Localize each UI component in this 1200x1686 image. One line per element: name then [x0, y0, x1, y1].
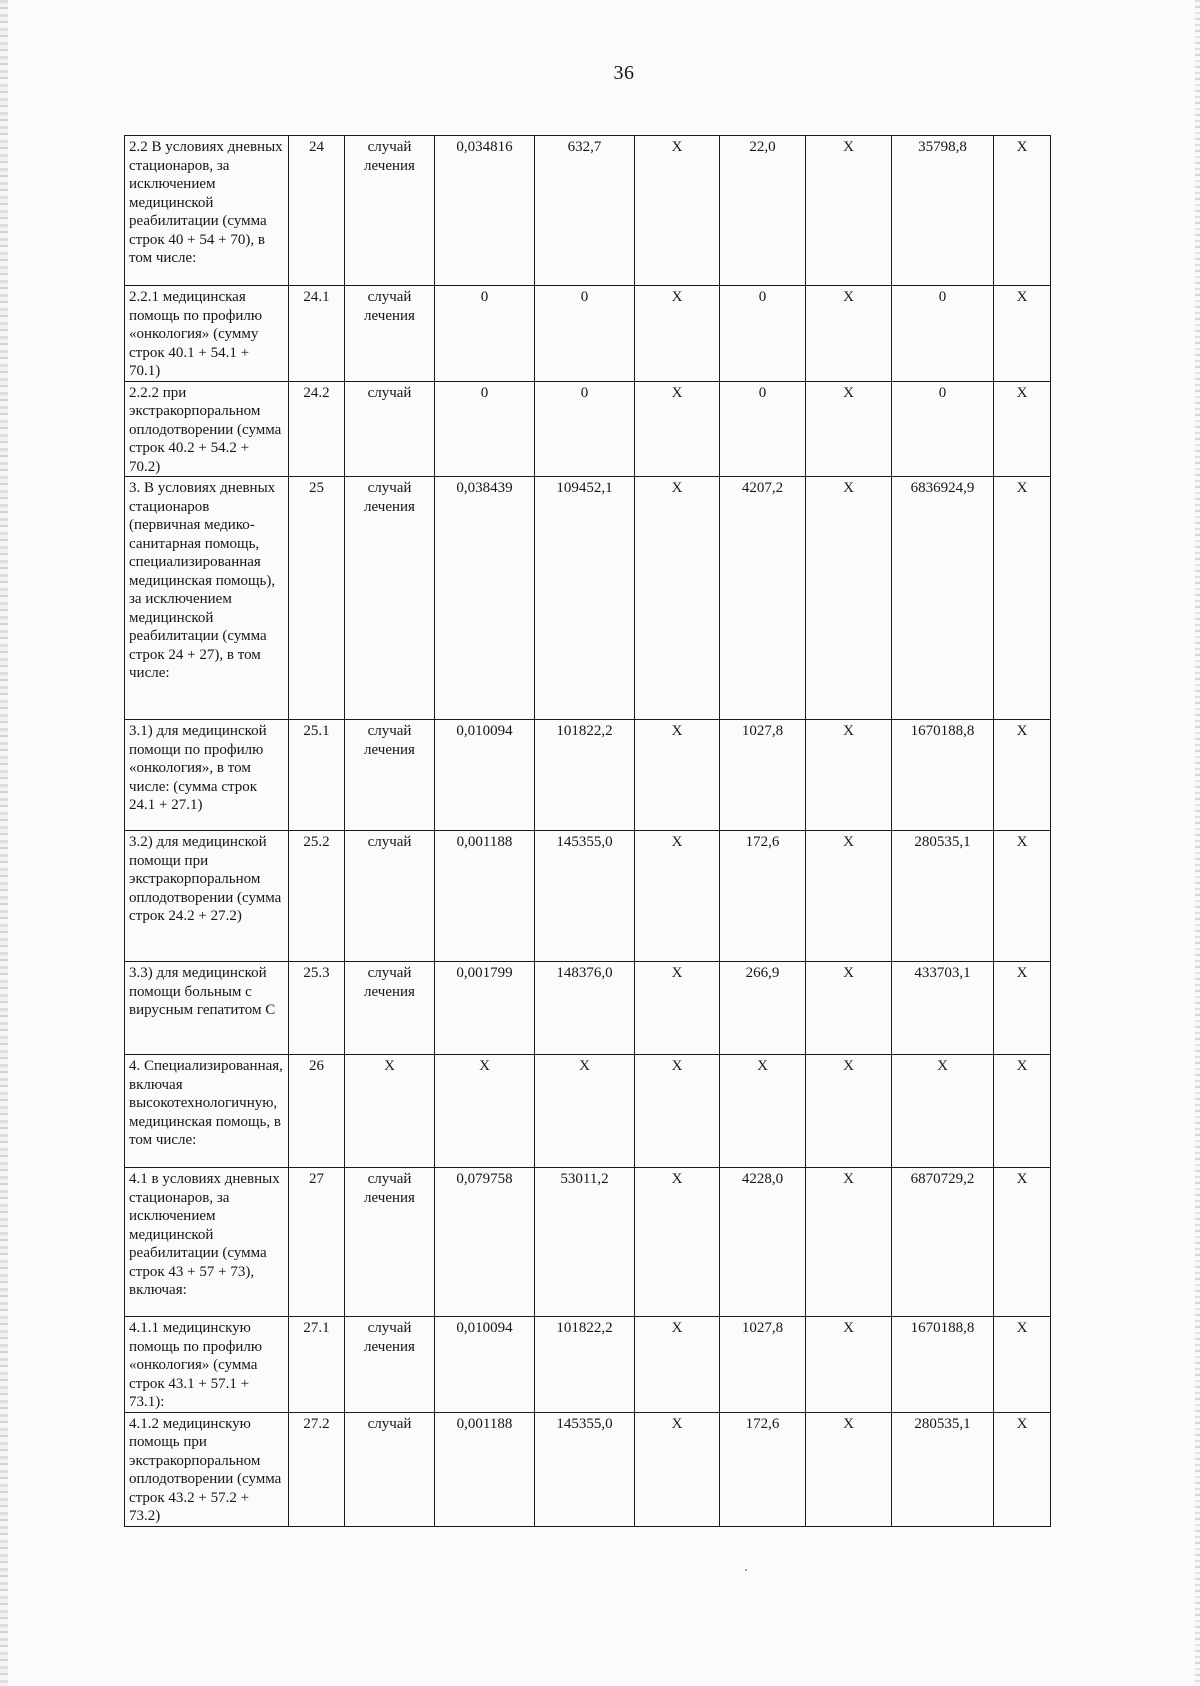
unit-cell: случай лечения	[345, 286, 435, 382]
unit-cell: случай лечения	[345, 477, 435, 720]
amount-cell: 0	[720, 286, 806, 382]
col8-cell: X	[806, 962, 892, 1055]
col10-cell: X	[994, 1412, 1051, 1526]
cost-cell: 53011,2	[535, 1168, 635, 1317]
col8-cell: X	[806, 477, 892, 720]
table-row	[125, 1317, 1051, 1413]
col8-cell: X	[806, 286, 892, 382]
amount-cell: 172,6	[720, 1412, 806, 1526]
col10-cell: X	[994, 1055, 1051, 1168]
col6-cell: X	[635, 286, 720, 382]
rate-cell: 0,034816	[435, 136, 535, 286]
row-name-cell: 2.2 В условиях дневных стационаров, за исключением медицинской реабилитации (сумма строк 40 + 54 + 70), в том числе:	[125, 136, 289, 286]
col10-cell: X	[994, 1168, 1051, 1317]
col10-cell: X	[994, 1317, 1051, 1413]
col6-cell: X	[635, 1317, 720, 1413]
col10-cell: X	[994, 720, 1051, 831]
col10-cell: X	[994, 962, 1051, 1055]
amount-cell: X	[720, 1055, 806, 1168]
scan-edge-right	[1195, 0, 1200, 1686]
table-body	[125, 136, 1051, 1527]
row-name-cell: 4.1.1 медицинскую помощь по профилю «онкология» (сумма строк 43.1 + 57.1 + 73.1):	[125, 1317, 289, 1413]
row-code-cell: 25	[289, 477, 345, 720]
col10-cell: X	[994, 477, 1051, 720]
row-code-cell: 24.1	[289, 286, 345, 382]
cost-cell: 0	[535, 381, 635, 477]
unit-cell: X	[345, 1055, 435, 1168]
rate-cell: 0,038439	[435, 477, 535, 720]
row-name-cell: 3. В условиях дневных стационаров (первичная медико-санитарная помощь, специализированная медицинская помощь), за исключением медицинской реабилитации (сумма строк 24 + 27), в том числе:	[125, 477, 289, 720]
cost-cell: X	[535, 1055, 635, 1168]
col6-cell: X	[635, 477, 720, 720]
col6-cell: X	[635, 381, 720, 477]
row-code-cell: 27.1	[289, 1317, 345, 1413]
cost-cell: 148376,0	[535, 962, 635, 1055]
col8-cell: X	[806, 831, 892, 962]
col6-cell: X	[635, 720, 720, 831]
amount-cell: 22,0	[720, 136, 806, 286]
total-cell: 35798,8	[892, 136, 994, 286]
unit-cell: случай лечения	[345, 136, 435, 286]
table-row	[125, 286, 1051, 382]
cost-cell: 109452,1	[535, 477, 635, 720]
scan-speck	[745, 1569, 747, 1571]
amount-cell: 4207,2	[720, 477, 806, 720]
col8-cell: X	[806, 1168, 892, 1317]
col8-cell: X	[806, 381, 892, 477]
col10-cell: X	[994, 381, 1051, 477]
col6-cell: X	[635, 1412, 720, 1526]
amount-cell: 1027,8	[720, 720, 806, 831]
unit-cell: случай	[345, 381, 435, 477]
unit-cell: случай лечения	[345, 1168, 435, 1317]
total-cell: 280535,1	[892, 831, 994, 962]
col8-cell: X	[806, 1055, 892, 1168]
data-table	[124, 135, 1051, 1527]
rate-cell: 0,010094	[435, 720, 535, 831]
total-cell: 6836924,9	[892, 477, 994, 720]
row-code-cell: 24	[289, 136, 345, 286]
col6-cell: X	[635, 831, 720, 962]
rate-cell: 0,079758	[435, 1168, 535, 1317]
row-name-cell: 3.1) для медицинской помощи по профилю «онкология», в том числе: (сумма строк 24.1 + 27.1)	[125, 720, 289, 831]
col6-cell: X	[635, 1055, 720, 1168]
cost-cell: 101822,2	[535, 1317, 635, 1413]
col8-cell: X	[806, 1317, 892, 1413]
cost-cell: 632,7	[535, 136, 635, 286]
table-row	[125, 381, 1051, 477]
row-code-cell: 25.1	[289, 720, 345, 831]
cost-cell: 101822,2	[535, 720, 635, 831]
total-cell: 6870729,2	[892, 1168, 994, 1317]
unit-cell: случай лечения	[345, 720, 435, 831]
row-name-cell: 2.2.2 при экстракорпоральном оплодотворении (сумма строк 40.2 + 54.2 + 70.2)	[125, 381, 289, 477]
amount-cell: 172,6	[720, 831, 806, 962]
table-row	[125, 1168, 1051, 1317]
unit-cell: случай	[345, 1412, 435, 1526]
total-cell: 280535,1	[892, 1412, 994, 1526]
total-cell: 0	[892, 286, 994, 382]
rate-cell: 0,001188	[435, 1412, 535, 1526]
col6-cell: X	[635, 962, 720, 1055]
row-code-cell: 27	[289, 1168, 345, 1317]
col6-cell: X	[635, 1168, 720, 1317]
col10-cell: X	[994, 831, 1051, 962]
row-name-cell: 2.2.1 медицинская помощь по профилю «онкология» (сумму строк 40.1 + 54.1 + 70.1)	[125, 286, 289, 382]
rate-cell: 0,001188	[435, 831, 535, 962]
table-row	[125, 831, 1051, 962]
cost-cell: 145355,0	[535, 1412, 635, 1526]
row-code-cell: 25.3	[289, 962, 345, 1055]
rate-cell: 0	[435, 381, 535, 477]
total-cell: 1670188,8	[892, 1317, 994, 1413]
cost-cell: 145355,0	[535, 831, 635, 962]
table-row	[125, 1055, 1051, 1168]
cost-cell: 0	[535, 286, 635, 382]
amount-cell: 0	[720, 381, 806, 477]
rate-cell: 0,010094	[435, 1317, 535, 1413]
total-cell: 433703,1	[892, 962, 994, 1055]
table-row	[125, 720, 1051, 831]
table-row	[125, 1412, 1051, 1526]
total-cell: X	[892, 1055, 994, 1168]
row-code-cell: 26	[289, 1055, 345, 1168]
rate-cell: X	[435, 1055, 535, 1168]
row-name-cell: 3.3) для медицинской помощи больным с вирусным гепатитом С	[125, 962, 289, 1055]
col10-cell: X	[994, 286, 1051, 382]
rate-cell: 0	[435, 286, 535, 382]
col10-cell: X	[994, 136, 1051, 286]
col8-cell: X	[806, 720, 892, 831]
amount-cell: 4228,0	[720, 1168, 806, 1317]
unit-cell: случай	[345, 831, 435, 962]
scan-edge-left	[0, 0, 8, 1686]
total-cell: 1670188,8	[892, 720, 994, 831]
row-code-cell: 25.2	[289, 831, 345, 962]
col8-cell: X	[806, 136, 892, 286]
amount-cell: 1027,8	[720, 1317, 806, 1413]
table-row	[125, 962, 1051, 1055]
row-name-cell: 3.2) для медицинской помощи при экстракорпоральном оплодотворении (сумма строк 24.2 + 27.2)	[125, 831, 289, 962]
row-code-cell: 27.2	[289, 1412, 345, 1526]
row-name-cell: 4.1 в условиях дневных стационаров, за исключением медицинской реабилитации (сумма строк 43 + 57 + 73), включая:	[125, 1168, 289, 1317]
total-cell: 0	[892, 381, 994, 477]
unit-cell: случай лечения	[345, 962, 435, 1055]
row-name-cell: 4. Специализированная, включая высокотехнологичную, медицинская помощь, в том числе:	[125, 1055, 289, 1168]
col8-cell: X	[806, 1412, 892, 1526]
table-row	[125, 136, 1051, 286]
amount-cell: 266,9	[720, 962, 806, 1055]
col6-cell: X	[635, 136, 720, 286]
unit-cell: случай лечения	[345, 1317, 435, 1413]
rate-cell: 0,001799	[435, 962, 535, 1055]
row-code-cell: 24.2	[289, 381, 345, 477]
row-name-cell: 4.1.2 медицинскую помощь при экстракорпоральном оплодотворении (сумма строк 43.2 + 57.2 + 73.2)	[125, 1412, 289, 1526]
page-number: 36	[613, 62, 635, 84]
table-row	[125, 477, 1051, 720]
